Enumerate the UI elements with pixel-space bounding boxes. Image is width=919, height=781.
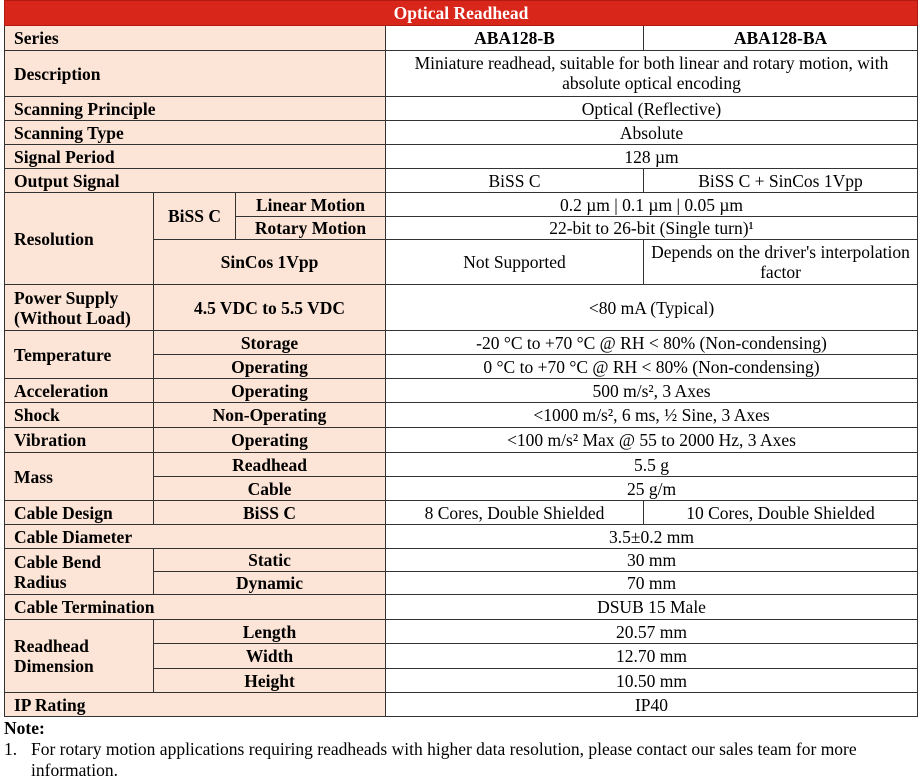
value: Optical (Reflective)	[386, 97, 918, 121]
row-scanning-type	[5, 121, 918, 145]
row-ip-rating	[5, 693, 918, 717]
footnote	[4, 739, 909, 781]
value: 128 µm	[386, 145, 918, 169]
sublabel: Length	[154, 620, 386, 644]
sublabel: Operating	[154, 379, 386, 403]
row-cable-termination	[5, 595, 918, 620]
value: 25 g/m	[386, 477, 918, 501]
row-cable-design	[5, 501, 918, 525]
value-ba: BiSS C + SinCos 1Vpp	[644, 169, 918, 193]
value: -20 °C to +70 °C @ RH < 80% (Non-condensing)	[386, 331, 918, 355]
label: IP Rating	[5, 693, 386, 717]
value: 500 m/s², 3 Axes	[386, 379, 918, 403]
label: Mass	[5, 453, 154, 501]
label: Shock	[5, 403, 154, 428]
sublabel: Dynamic	[154, 572, 386, 595]
row-vibration	[5, 428, 918, 453]
value: IP40	[386, 693, 918, 717]
sublabel: Operating	[154, 355, 386, 379]
label: Cable Termination	[5, 595, 386, 620]
value: Absolute	[386, 121, 918, 145]
label: Resolution	[5, 193, 154, 285]
label: Cable Diameter	[5, 525, 386, 549]
value: 20.57 mm	[386, 620, 918, 644]
label: Power Supply (Without Load)	[5, 285, 154, 331]
row-resolution-linear	[5, 193, 918, 217]
sublabel: Rotary Motion	[236, 217, 386, 240]
sublabel: Width	[154, 644, 386, 669]
sublabel: Operating	[154, 428, 386, 453]
row-mass-readhead	[5, 453, 918, 477]
row-description	[5, 51, 918, 97]
footnote-text: For rotary motion applications requiring readheads with higher data resolution, please contact our sales team for more information.	[31, 739, 857, 780]
sublabel: 4.5 VDC to 5.5 VDC	[154, 285, 386, 331]
value: 30 mm	[386, 549, 918, 572]
label: Vibration	[5, 428, 154, 453]
label: Scanning Principle	[5, 97, 386, 121]
value-b: 8 Cores, Double Shielded	[386, 501, 644, 525]
sublabel: BiSS C	[154, 501, 386, 525]
sublabel: Storage	[154, 331, 386, 355]
value: 3.5±0.2 mm	[386, 525, 918, 549]
label: Acceleration	[5, 379, 154, 403]
table-title: Optical Readhead	[5, 1, 918, 26]
value: 22-bit to 26-bit (Single turn)¹	[386, 217, 918, 240]
label: Description	[5, 51, 386, 97]
row-temperature-storage	[5, 331, 918, 355]
value: 70 mm	[386, 572, 918, 595]
sublabel: Linear Motion	[236, 193, 386, 217]
value: 10.50 mm	[386, 669, 918, 693]
value-ba: Depends on the driver's interpolation factor	[644, 240, 918, 285]
value-b: Not Supported	[386, 240, 644, 285]
value: 0 °C to +70 °C @ RH < 80% (Non-condensing)	[386, 355, 918, 379]
model-b: ABA128-B	[386, 26, 644, 51]
label: Scanning Type	[5, 121, 386, 145]
value: 5.5 g	[386, 453, 918, 477]
value-ba: 10 Cores, Double Shielded	[644, 501, 918, 525]
label: Temperature	[5, 331, 154, 379]
label: Readhead Dimension	[5, 620, 154, 693]
row-output-signal	[5, 169, 918, 193]
value: 12.70 mm	[386, 644, 918, 669]
spec-table	[4, 0, 918, 717]
model-ba: ABA128-BA	[644, 26, 918, 51]
label: Cable Bend Radius	[5, 549, 154, 595]
value: 0.2 µm | 0.1 µm | 0.05 µm	[386, 193, 918, 217]
row-cable-bend-static	[5, 549, 918, 572]
sublabel: Height	[154, 669, 386, 693]
footnote-number: 1.	[4, 739, 18, 759]
row-dimension-length	[5, 620, 918, 644]
value: DSUB 15 Male	[386, 595, 918, 620]
sublabel: BiSS C	[154, 193, 236, 240]
sublabel: Static	[154, 549, 386, 572]
sublabel: Cable	[154, 477, 386, 501]
value: <1000 m/s², 6 ms, ½ Sine, 3 Axes	[386, 403, 918, 428]
label: Series	[5, 26, 386, 51]
row-signal-period	[5, 145, 918, 169]
sublabel: Readhead	[154, 453, 386, 477]
value: <100 m/s² Max @ 55 to 2000 Hz, 3 Axes	[386, 428, 918, 453]
row-acceleration	[5, 379, 918, 403]
notes	[4, 718, 909, 781]
label: Signal Period	[5, 145, 386, 169]
row-shock	[5, 403, 918, 428]
row-cable-diameter	[5, 525, 918, 549]
row-scanning-principle	[5, 97, 918, 121]
sublabel: Non-Operating	[154, 403, 386, 428]
sublabel: SinCos 1Vpp	[154, 240, 386, 285]
row-series	[5, 26, 918, 51]
notes-heading: Note:	[4, 718, 45, 738]
value-b: BiSS C	[386, 169, 644, 193]
value: <80 mA (Typical)	[386, 285, 918, 331]
label: Output Signal	[5, 169, 386, 193]
value: Miniature readhead, suitable for both linear and rotary motion, with absolute optical encoding	[386, 51, 918, 97]
label: Cable Design	[5, 501, 154, 525]
row-power-supply	[5, 285, 918, 331]
